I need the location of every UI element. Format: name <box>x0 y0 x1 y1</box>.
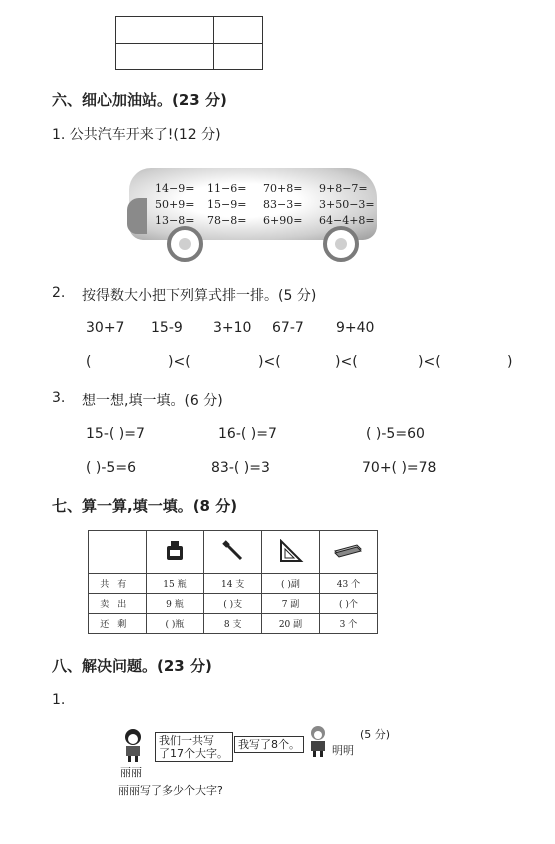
fill-in-row <box>0 426 555 446</box>
bus-equation: 50+9= <box>155 198 195 211</box>
table-header-cell <box>262 531 320 574</box>
bus-equation: 15−9= <box>207 198 247 211</box>
table-cell: 8 支 <box>204 614 262 634</box>
answer-blank[interactable]: )<( <box>418 354 441 370</box>
row-label: 共有 <box>89 574 147 594</box>
expression: 9+40 <box>336 320 375 336</box>
bus-wheel <box>323 226 359 262</box>
table-cell[interactable]: ( )瓶 <box>146 614 204 634</box>
bus-equation: 64−4+8= <box>319 214 375 227</box>
girl-name: 丽丽 <box>120 766 142 779</box>
table-row <box>89 594 378 614</box>
table-cell: 9 瓶 <box>146 594 204 614</box>
fill-in-equation[interactable]: 83-( )=3 <box>211 460 270 476</box>
bus-equation: 11−6= <box>207 182 247 195</box>
pencil-box-icon <box>333 552 363 562</box>
answer-blank[interactable]: )<( <box>335 354 358 370</box>
expression: 3+10 <box>213 320 252 336</box>
boy-speech-bubble: 我写了8个。 <box>234 736 304 753</box>
girl-figure-icon <box>120 728 146 762</box>
table-cell: 15 瓶 <box>146 574 204 594</box>
fill-in-equation[interactable]: 15-( )=7 <box>86 426 145 442</box>
table-corner-cell <box>89 531 147 574</box>
table-cell: 14 支 <box>204 574 262 594</box>
bus-equation: 70+8= <box>263 182 303 195</box>
grid-line <box>116 43 262 44</box>
table-cell: 7 副 <box>262 594 320 614</box>
points-label: (5 分) <box>360 728 391 741</box>
bus-equation: 14−9= <box>155 182 195 195</box>
problem-question: 丽丽写了多少个大字? <box>118 784 223 797</box>
fill-in-row <box>0 460 555 480</box>
answer-blank[interactable]: )<( <box>168 354 191 370</box>
table-header-cell <box>319 531 377 574</box>
section-7-title: 七、算一算,填一填。(8 分) <box>52 497 238 515</box>
fill-in-equation[interactable]: 70+( )=78 <box>362 460 437 476</box>
answer-grid <box>115 16 263 70</box>
stationery-table <box>88 530 378 634</box>
row-label: 卖出 <box>89 594 147 614</box>
fill-in-equation[interactable]: 16-( )=7 <box>218 426 277 442</box>
answer-blank[interactable]: ) <box>507 354 513 370</box>
bus-equation: 83−3= <box>263 198 303 211</box>
table-cell[interactable]: ( )个 <box>319 594 377 614</box>
bus-wheel <box>167 226 203 262</box>
boy-figure-icon <box>306 724 330 758</box>
table-cell: 43 个 <box>319 574 377 594</box>
grid-line <box>213 17 214 69</box>
bus-equation: 13−8= <box>155 214 195 227</box>
bus-equation: 3+50−3= <box>319 198 375 211</box>
bus-equation: 6+90= <box>263 214 303 227</box>
section-6-title: 六、细心加油站。(23 分) <box>52 91 227 109</box>
expression: 15-9 <box>151 320 183 336</box>
question-3-title: 想一想,填一填。(6 分) <box>82 393 223 409</box>
table-cell: 3 个 <box>319 614 377 634</box>
fill-in-equation[interactable]: ( )-5=6 <box>86 460 136 476</box>
triangle-ruler-icon <box>278 556 304 566</box>
section-8-title: 八、解决问题。(23 分) <box>52 657 212 675</box>
speech-text: 了17个大字。 <box>159 747 228 760</box>
answer-blank[interactable]: ( <box>86 354 92 370</box>
fill-in-equation[interactable]: ( )-5=60 <box>366 426 425 442</box>
pen-icon <box>221 556 245 566</box>
bus-illustration <box>127 160 379 260</box>
bus-equation: 9+8−7= <box>319 182 368 195</box>
table-header-row <box>89 531 378 574</box>
question-1-title: 1. 公共汽车开来了!(12 分) <box>52 127 221 143</box>
row-label: 还剩 <box>89 614 147 634</box>
table-cell: 20 副 <box>262 614 320 634</box>
table-row <box>89 574 378 594</box>
expression-list <box>0 320 555 340</box>
ordering-answer-line <box>0 354 555 374</box>
problem-1-number: 1. <box>52 692 66 708</box>
question-3-number: 3. <box>52 390 66 406</box>
speech-text: 我们一共写 <box>159 734 214 747</box>
ink-bottle-icon <box>165 555 185 565</box>
answer-blank[interactable]: )<( <box>258 354 281 370</box>
table-row <box>89 614 378 634</box>
table-header-cell <box>146 531 204 574</box>
question-2-number: 2. <box>52 285 66 301</box>
expression: 67-7 <box>272 320 304 336</box>
table-cell[interactable]: ( )支 <box>204 594 262 614</box>
boy-name: 明明 <box>332 744 354 757</box>
bus-equation: 78−8= <box>207 214 247 227</box>
table-header-cell <box>204 531 262 574</box>
girl-speech-bubble <box>155 732 233 762</box>
expression: 30+7 <box>86 320 125 336</box>
table-cell[interactable]: ( )副 <box>262 574 320 594</box>
question-2-title: 按得数大小把下列算式排一排。(5 分) <box>82 288 317 304</box>
